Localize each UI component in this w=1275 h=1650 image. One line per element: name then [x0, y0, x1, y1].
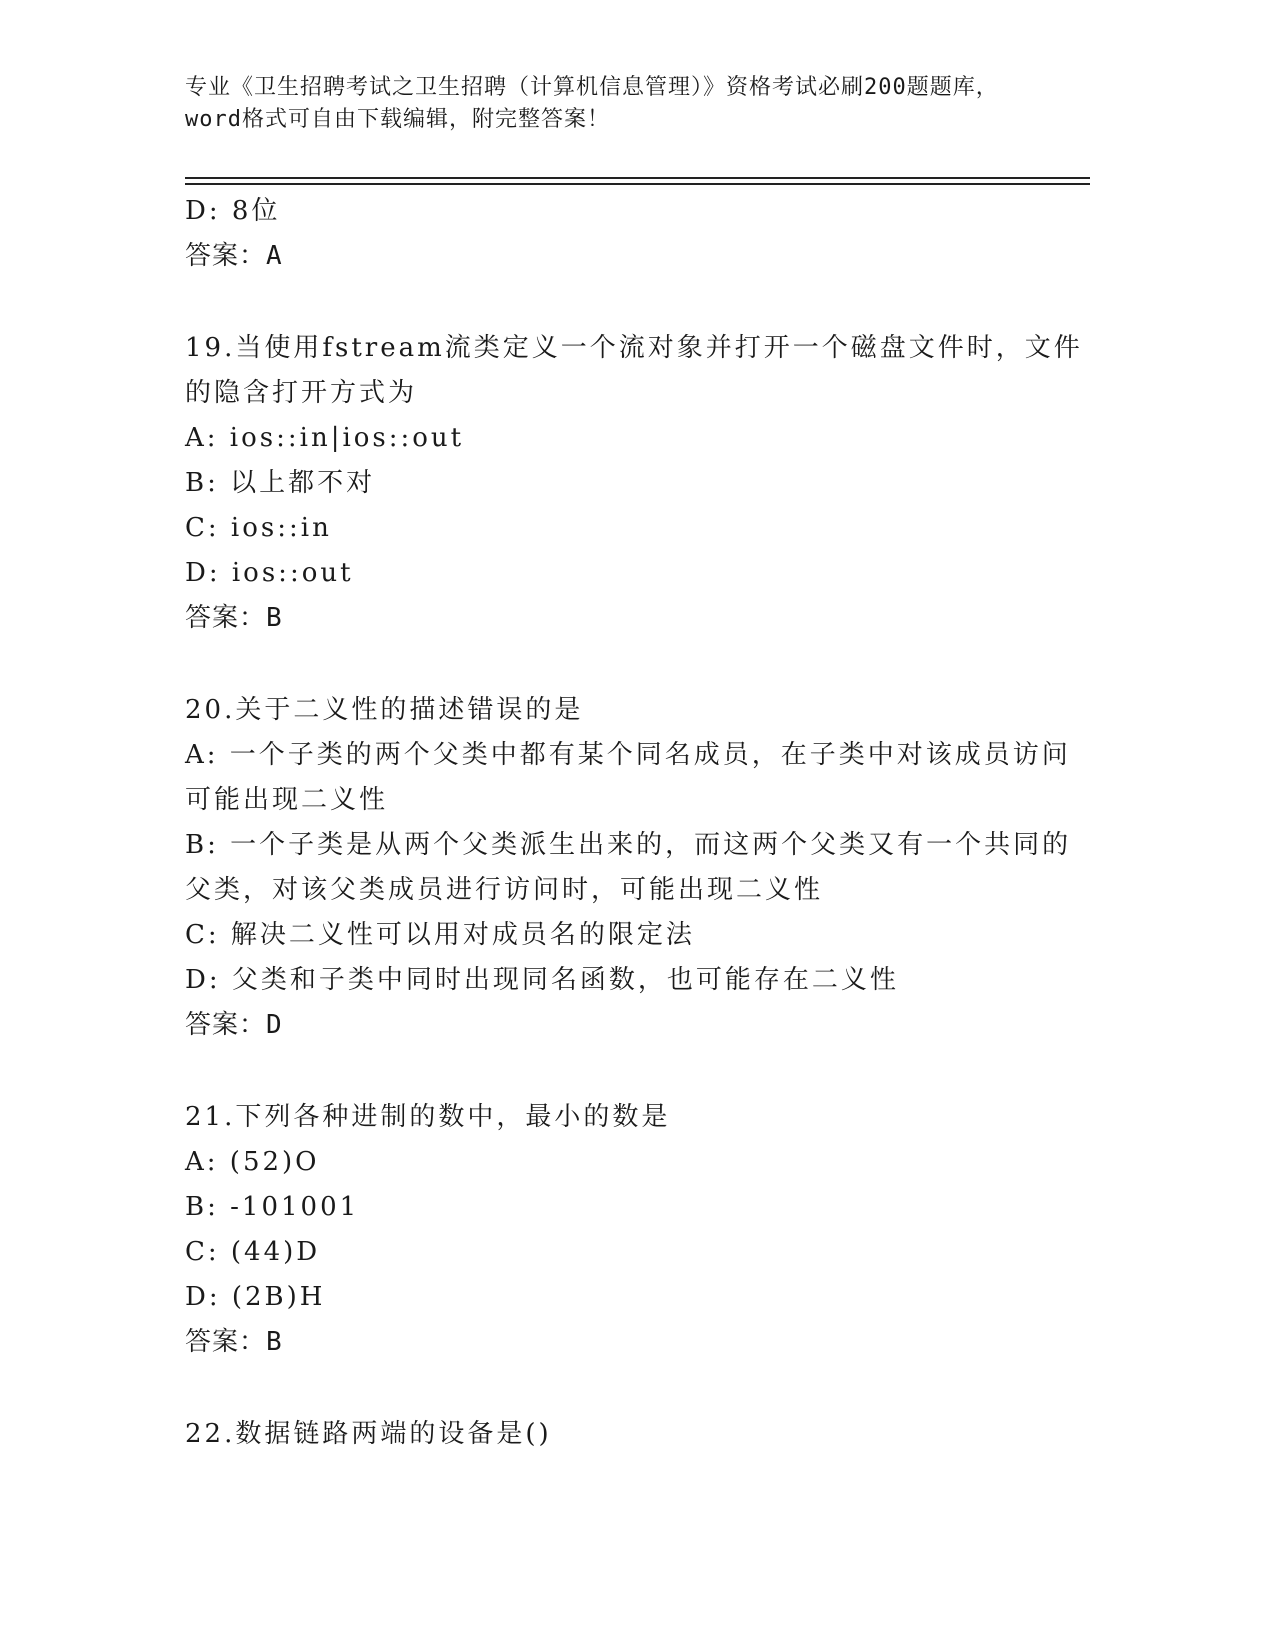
q21-option-d: D: (2B)H [185, 1282, 326, 1312]
question-list [185, 189, 1090, 1457]
q21-option-b: B: -101001 [185, 1192, 360, 1222]
q19-option-b: B: 以上都不对 [185, 468, 376, 498]
header-divider-bottom [185, 183, 1090, 185]
q20-option-c: C: 解决二义性可以用对成员名的限定法 [185, 920, 695, 950]
q19-option-a: A: ios::in|ios::out [185, 423, 465, 453]
q21-answer: 答案：B [185, 1327, 283, 1357]
question-22 [185, 1412, 1090, 1457]
q20-stem: 20.关于二义性的描述错误的是 [185, 695, 584, 725]
header-title-line2: word格式可自由下载编辑，附完整答案！ [185, 107, 610, 132]
document-header [185, 72, 1085, 136]
q20-answer: 答案：D [185, 1010, 283, 1040]
q19-answer: 答案：B [185, 603, 283, 633]
q21-option-a: A: (52)O [185, 1147, 320, 1177]
q19-stem-line1: 19.当使用fstream流类定义一个流对象并打开一个磁盘文件时，文件 [185, 333, 1083, 363]
q20-option-a-line1: A: 一个子类的两个父类中都有某个同名成员，在子类中对该成员访问 [185, 740, 1071, 770]
q21-stem: 21.下列各种进制的数中，最小的数是 [185, 1102, 671, 1132]
q19-option-c: C: ios::in [185, 513, 332, 543]
question-20 [185, 688, 1090, 1048]
q18-option-d: D: 8位 [185, 196, 281, 226]
question-18-tail [185, 189, 1090, 279]
q19-stem-line2: 的隐含打开方式为 [185, 378, 418, 408]
question-19 [185, 326, 1090, 641]
q18-answer: 答案：A [185, 241, 283, 271]
q19-option-d: D: ios::out [185, 558, 354, 588]
q20-option-d: D: 父类和子类中同时出现同名函数，也可能存在二义性 [185, 965, 899, 995]
q22-stem: 22.数据链路两端的设备是() [185, 1419, 552, 1449]
question-21 [185, 1095, 1090, 1365]
header-divider-top [185, 177, 1090, 179]
q20-option-b-line2: 父类，对该父类成员进行访问时，可能出现二义性 [185, 875, 824, 905]
q21-option-c: C: (44)D [185, 1237, 321, 1267]
q20-option-a-line2: 可能出现二义性 [185, 785, 389, 815]
q20-option-b-line1: B: 一个子类是从两个父类派生出来的，而这两个父类又有一个共同的 [185, 830, 1072, 860]
header-title-line1: 专业《卫生招聘考试之卫生招聘（计算机信息管理）》资格考试必刷200题题库， [185, 75, 999, 100]
